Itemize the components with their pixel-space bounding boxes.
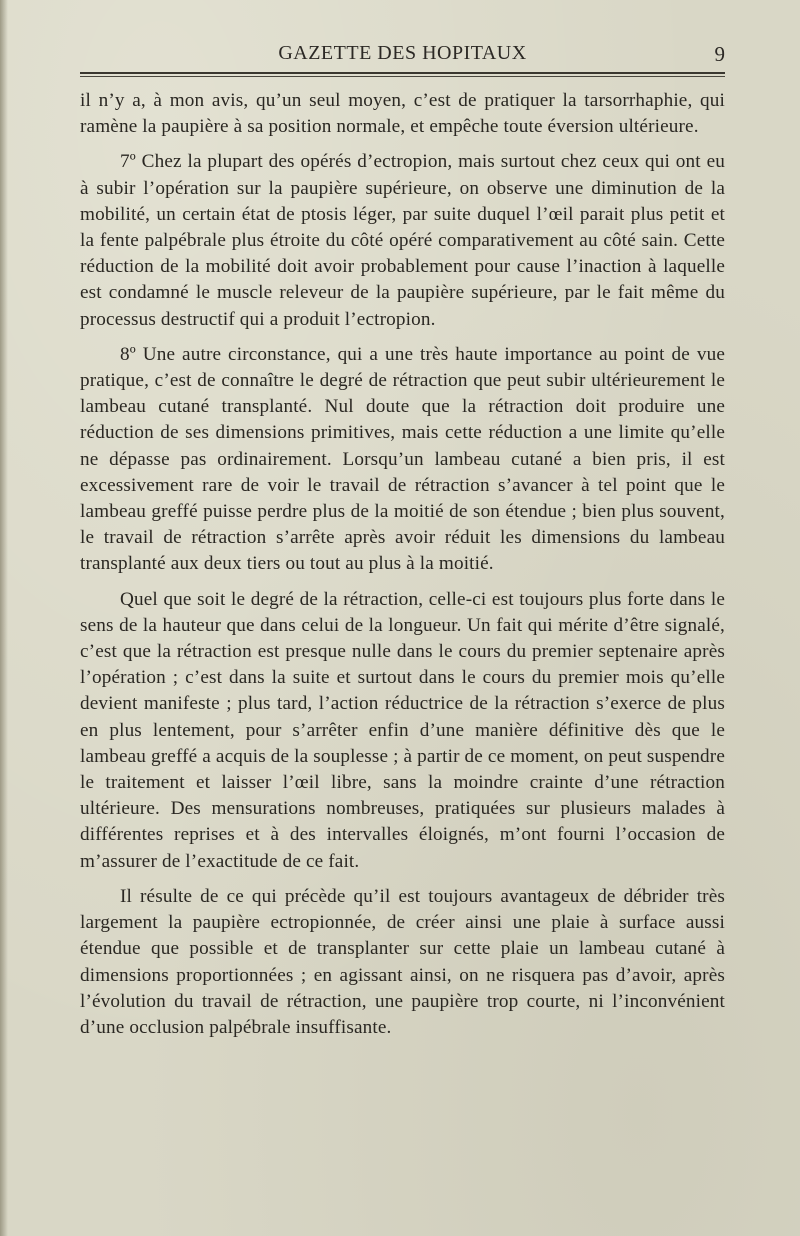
paragraph-retraction-degree: Quel que soit le degré de la rétraction, celle-ci est toujours plus forte dans le sens de la hauteur que dans celui de la longueur. Un fait qui mérite d’être signalé, c’est que la rétraction est presque nulle dans le cours du premier septenaire après l’opération ; c’est dans la suite et surtout dans le cours du premier mois qu’elle devient manifeste ; plus tard, l’action réductrice de la rétraction s’exerce de plus en plus lentement, pour s’arrêter enfin d’une manière définitive dès que le lambeau greffé a acquis de la souplesse ; à partir de ce moment, on peut suspendre le traitement et laisser l’œil libre, sans la moindre crainte d’une rétraction ultérieure. Des mensurations nombreuses, pratiquées sur plusieurs malades à différentes reprises et à des intervalles éloignés, m’ont fourni l’occasion de m’assurer de l’exactitude de ce fait. (80, 588, 725, 872)
running-title: GAZETTE DES HOPITAUX (278, 42, 527, 64)
header-rule-thin (80, 76, 725, 77)
paragraph-point-7: 7º Chez la plupart des opérés d’ectropion, mais surtout chez ceux qui ont eu à subir l’opération sur la paupière supérieure, on observe une diminution de la mobilité, un certain état de ptosis léger, par suite duquel l’œil parait plus petit et la fente palpébrale plus étroite du côté opéré comparativement au côté sain. Cette réduction de la mobilité doit avoir probablement pour cause l’inaction à laquelle est condamné le muscle releveur de la paupière supérieure, par le fait même du processus destructif qui a produit l’ectropion. (80, 151, 725, 330)
page-number: 9 (714, 42, 725, 66)
page-edge-shadow (0, 0, 8, 1236)
paragraph-point-8: 8º Une autre circonstance, qui a une très haute importance au point de vue pratique, c’est de connaître le degré de rétraction que peut subir ultérieurement le lambeau cutané transplanté. Nul doute que la rétraction doit produire une réduction de ses dimensions primitives, mais cette réduction a une limite qu’elle ne dépasse pas ordinairement. Lorsqu’un lambeau cutané a bien pris, il est excessivement rare de voir le travail de rétraction s’avancer à tel point que le lambeau greffé puisse perdre plus de la moitié de son étendue ; bien plus souvent, le travail de rétraction s’arrête après avoir réduit les dimensions du lambeau transplanté aux deux tiers ou tout au plus à la moitié. (80, 343, 725, 575)
paragraph-conclusion: Il résulte de ce qui précède qu’il est toujours avantageux de débrider très largement la paupière ectropionnée, de créer ainsi une plaie à surface aussi étendue que possible et de transplanter sur cette plaie un lambeau cutané à dimensions proportionnées ; en agissant ainsi, on ne risquera pas d’avoir, après l’évolution du travail de rétraction, une paupière trop courte, ni l’inconvénient d’une occlusion palpébrale insuffisante. (80, 885, 725, 1038)
article-body (80, 88, 725, 1041)
page-header (80, 38, 725, 70)
paragraph-continuation: il n’y a, à mon avis, qu’un seul moyen, c’est de pratiquer la tarsorrhaphie, qui ramène la paupière à sa position normale, et empêche toute éversion ultérieure. (80, 90, 725, 138)
header-rule-thick (80, 72, 725, 74)
